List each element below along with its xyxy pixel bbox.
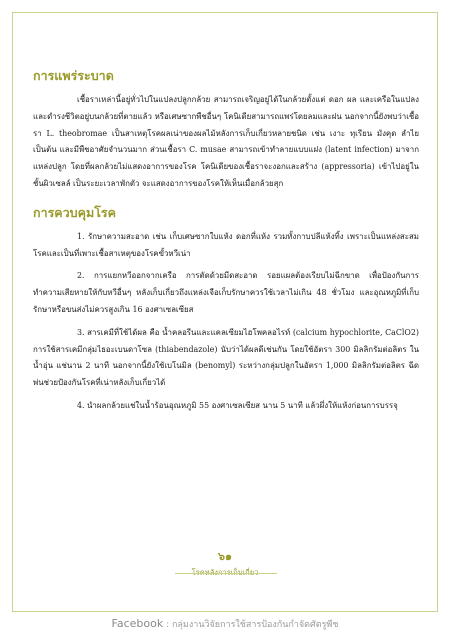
watermark-text: : กลุ่มงานวิจัยการใช้สารป้องกันกำจัดศัตรูพืช: [166, 620, 339, 630]
page-footer: [0, 547, 450, 579]
spread-paragraph: เชื้อราเหล่านี้อยู่ทั่วไปในแปลงปลูกกล้วย สามารถเจริญอยู่ได้ในกล้วยตั้งแต่ ดอก ผล และเครือในแปลง และดำรงชีวิตอยู่บนกล้วยที่ตายแล้ว หรือเศษซากพืชอื่นๆ โคนิเดียสามารถแพร่โดยลมและฝน นอกจากนี้ยังพบว่าเชื้อรา L. theobromae เป็นสาเหตุโรคผลเน่าของผลไม้หลังการเก็บเกี่ยวหลายชนิด เช่น เงาะ ทุเรียน มังคุด ลำไย เป็นต้น และมีพืชอาศัยจำนวนมาก ส่วนเชื้อรา C. musae สามารถเข้าทำลายแบบแฝง (latent infection) มาจากแหล่งปลูก โดยที่ผลกล้วยไม่แสดงอาการของโรค โคนิเดียของเชื้อราจะงอกและสร้าง (appressoria) เข้าไปอยู่ในชั้นผิวเซลล์ เป็นระยะเวลาพักตัว จะแสดงอาการของโรคให้เห็นเมื่อกล้วยสุก: [33, 95, 419, 188]
control-item-4: 4. นำผลกล้วยแช่ในน้ำร้อนอุณหภูมิ 55 องศาเซลเซียส นาน 5 นาที แล้วผึ่งให้แห้งก่อนการบรรจุ: [77, 400, 398, 410]
control-item-3: 3. สารเคมีที่ใช้ได้ผล คือ น้ำคลอรีนและแคลเซียมไฮโพคลอไรท์ (calcium hypochlorite, CaClO2) การใช้สารเคมีกลุ่มไธอะเบนดาโซล (thiabendazole) นับว่าได้ผลดีเช่นกัน โดยใช้อัตรา 300 มิลลิกรัมต่อลิตร ในน้ำอุ่น แช่นาน 2 นาที นอกจากนี้ยังใช้เบโนมิล (benomyl) ระหว่างกลุ่มปลูกในอัตรา 1,000 มิลลิกรัมต่อลิตร ฉีดพ่นช่วยป้องกันโรคที่เน่าหลังเก็บเกี่ยวได้: [33, 327, 419, 388]
control-item-1: 1. รักษาความสะอาด เช่น เก็บเศษซากใบแห้ง ดอกที่แห้ง รวมทั้งกาบปลีแห้งทิ้ง เพราะเป็นแหล่งสะสมโรคและเป็นที่เพาะเชื้อสาเหตุของโรคขั้วหวีเน่า: [33, 231, 419, 258]
watermark: [0, 617, 450, 631]
footer-divider: [175, 573, 277, 574]
watermark-brand: Facebook: [111, 617, 164, 630]
section-heading-control: การควบคุมโรค: [33, 204, 117, 220]
page-content: [33, 66, 419, 421]
page-number: ๖๑: [218, 550, 232, 563]
control-item-2: 2. การแยกหวีออกจากเครือ การตัดด้วยมีดสะอาด รอยแผลต้องเรียบไม่ฉีกขาด เพื่อป้องกันการทำความเสียหายให้กับหวีอื่นๆ หลังเก็บเกี่ยวถึงแหล่งเจือเก็บรักษาควรใช้เวลาไม่เกิน 48 ชั่วโมง และอุณหภูมิที่เก็บรักษาหรือขนส่งไม่ควรสูงเกิน 16 องศาเซลเซียส: [33, 271, 419, 314]
section-heading-spread: การแพร่ระบาด: [33, 68, 114, 83]
footer-book-title: โรคหลังการเก็บเกี่ยว: [191, 568, 259, 577]
